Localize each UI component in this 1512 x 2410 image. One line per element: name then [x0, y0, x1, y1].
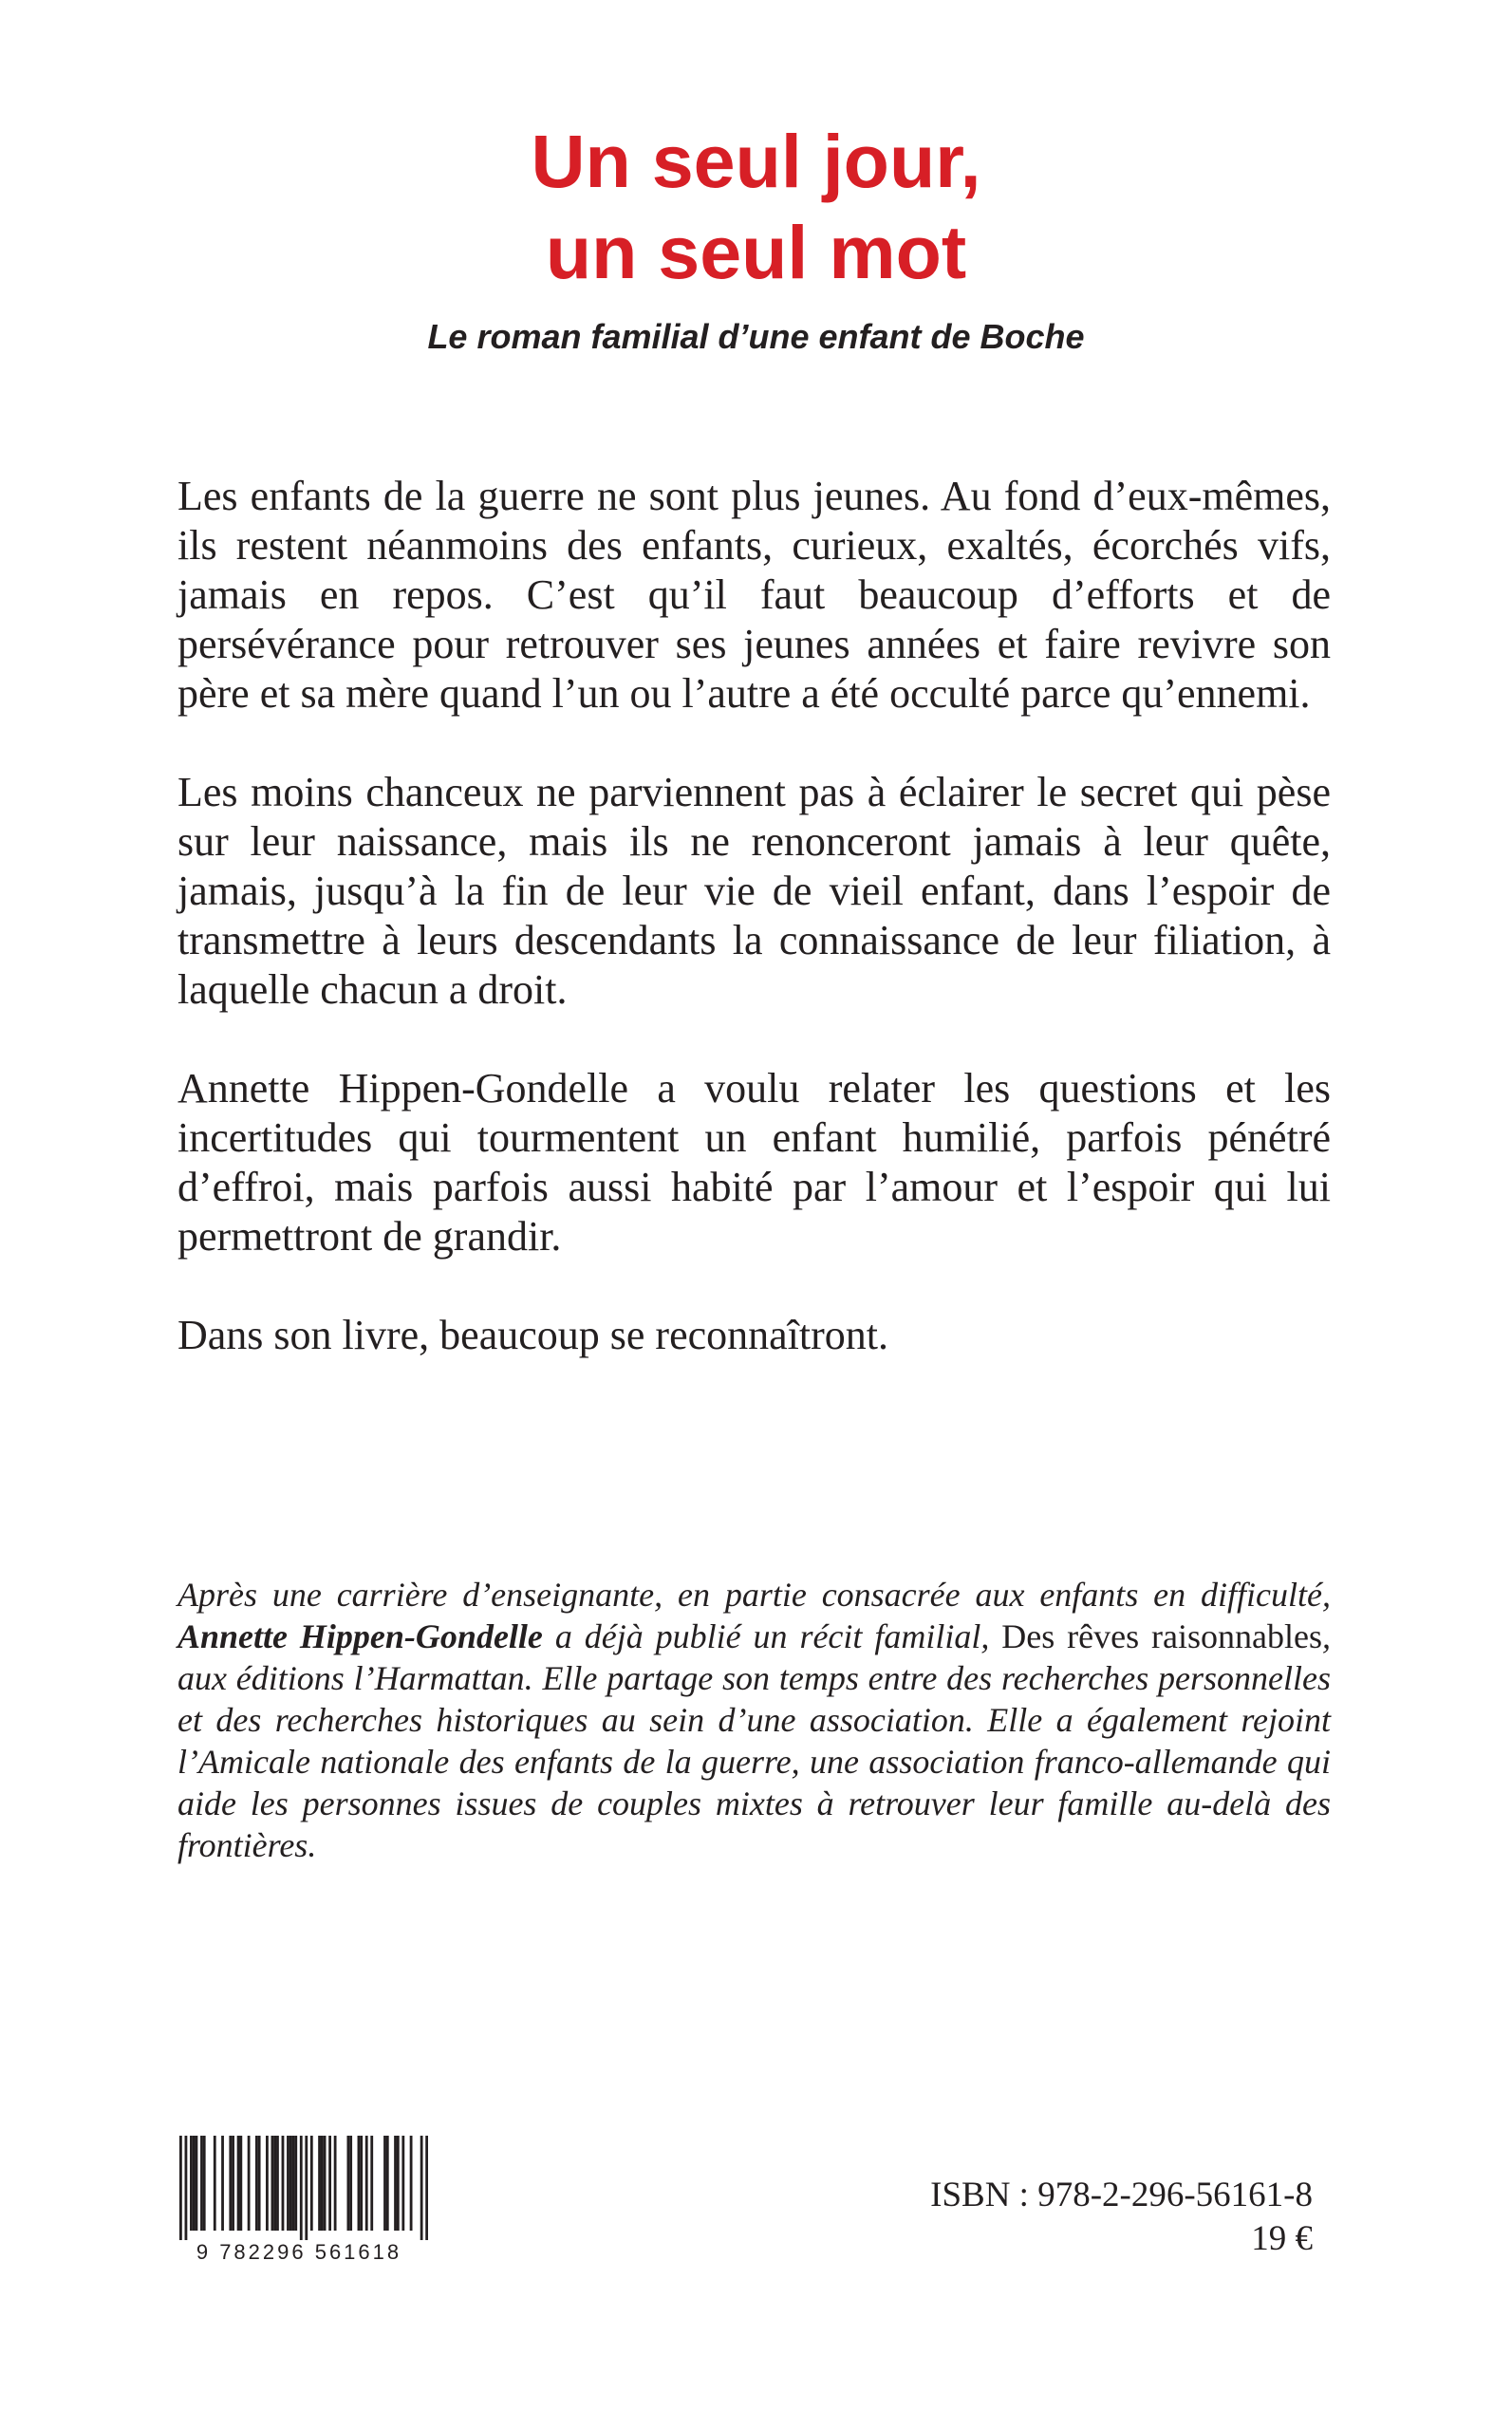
barcode-bar	[294, 2136, 297, 2231]
author-name: Annette Hippen-Gondelle	[177, 1617, 543, 1655]
barcode-bar	[310, 2136, 313, 2231]
barcode	[179, 2136, 428, 2240]
barcode-bar	[248, 2136, 251, 2231]
barcode-bar	[292, 2136, 295, 2231]
barcode-bar	[282, 2136, 285, 2231]
barcode-bar	[255, 2136, 258, 2231]
bio-text: a déjà publié un récit familial,	[542, 1617, 1002, 1655]
book-subtitle: Le roman familial d’une enfant de Boche	[427, 317, 1085, 356]
barcode-bar	[386, 2136, 389, 2231]
title-line-2: un seul mot	[545, 210, 967, 294]
barcode-bar	[179, 2136, 182, 2240]
summary-paragraph: Dans son livre, beaucoup se reconnaîtront.	[177, 1312, 888, 1358]
summary-paragraph: Les moins chanceux ne parviennent pas à éclairer le secret qui pèse sur leur naissance, mais ils ne renonceront jamais à leur quête, jamais, jusqu’à la fin de leur vie de vieil enfant, dans l’espoir de transmettre à leurs descendants la connaissance de leur filiation, à laquelle chacun a droit.	[177, 769, 1331, 1013]
barcode-bar	[200, 2136, 203, 2231]
barcode-digits: 9 782296 561618	[196, 2240, 402, 2264]
barcode-bar	[420, 2136, 423, 2240]
barcode-bar	[328, 2136, 331, 2231]
summary-paragraph: Les enfants de la guerre ne sont plus jeunes. Au fond d’eux-mêmes, ils restent néanmoins des enfants, curieux, exaltés, écorchés vifs, jamais en repos. C’est qu’il faut beaucoup d’efforts et de persévérance pour retrouver ses jeunes années et faire revivre son père et sa mère quand l’un ou l’autre a été occulté parce qu’ennemi.	[177, 473, 1331, 717]
barcode-bar	[397, 2136, 400, 2231]
barcode-bar	[394, 2136, 397, 2231]
barcode-bar	[365, 2136, 368, 2231]
barcode-bar	[258, 2136, 261, 2231]
barcode-bar	[324, 2136, 327, 2231]
summary-text	[177, 472, 1331, 1360]
isbn-label: ISBN : 978-2-296-56161-8	[930, 2176, 1313, 2214]
barcode-bar	[239, 2136, 242, 2231]
summary-paragraph: Annette Hippen-Gondelle a voulu relater les questions et les incertitudes qui tourmentent un enfant humilié, parfois pénétré d’effroi, mais parfois aussi habité par l’amour et l’espoir qui lui permettront de grandir.	[177, 1065, 1331, 1260]
barcode-bar	[185, 2136, 188, 2240]
barcode-bar	[370, 2136, 373, 2231]
barcode-bar	[276, 2136, 279, 2231]
barcode-bar	[305, 2136, 308, 2240]
barcode-bar	[383, 2136, 386, 2231]
barcode-bar	[273, 2136, 276, 2231]
barcode-bar	[232, 2136, 234, 2231]
barcode-bar	[334, 2136, 337, 2231]
barcode-bar	[410, 2136, 413, 2231]
barcode-bar	[229, 2136, 232, 2231]
barcode-bar	[271, 2136, 274, 2231]
barcode-bar	[347, 2136, 350, 2231]
barcode-bar	[289, 2136, 292, 2231]
title-line-1: Un seul jour,	[531, 119, 981, 203]
barcode-bar	[214, 2136, 216, 2231]
barcode-bar	[318, 2136, 321, 2231]
barcode-bar	[221, 2136, 224, 2231]
barcode-bar	[266, 2136, 269, 2231]
barcode-bar	[190, 2136, 193, 2231]
previous-book-title: Des rêves raisonnables	[1001, 1617, 1322, 1655]
book-title	[0, 116, 1512, 298]
barcode-bar	[321, 2136, 324, 2231]
author-bio	[177, 1574, 1331, 1866]
bio-text: , aux éditions l’Harmattan. Elle partage son temps entre des recherches personnelles et des recherches historiques au sein d’une association. Elle a également rejoint l’Amicale nationale des enfants de la guerre, une association franco-allemande qui aide les personnes issues de couples mixtes à retrouver leur famille au-delà des frontières.	[177, 1617, 1331, 1864]
price-label: 19 €	[1251, 2219, 1313, 2258]
barcode-bar	[203, 2136, 206, 2231]
barcode-bar	[360, 2136, 363, 2231]
barcode-bar	[358, 2136, 361, 2231]
bio-text: Après une carrière d’enseignante, en partie consacrée aux enfants en difficulté,	[177, 1576, 1331, 1614]
barcode-bar	[193, 2136, 196, 2231]
barcode-bar	[196, 2136, 198, 2231]
barcode-bar	[287, 2136, 289, 2231]
barcode-bar	[300, 2136, 303, 2240]
barcode-bar	[401, 2136, 404, 2231]
barcode-bar	[425, 2136, 428, 2240]
barcode-bar	[349, 2136, 352, 2231]
barcode-bar	[237, 2136, 240, 2231]
